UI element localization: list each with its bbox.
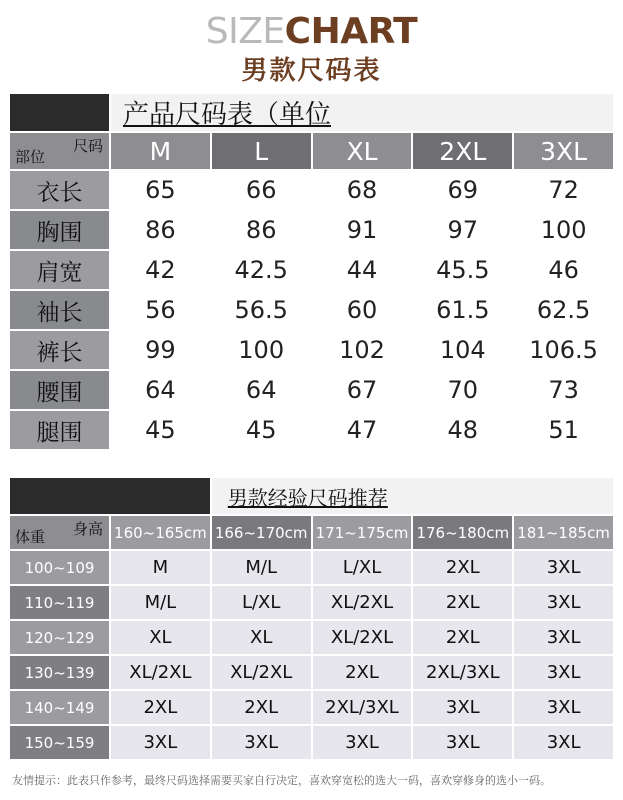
- row-label: 裤长: [10, 331, 109, 369]
- table-cell: 2XL: [413, 586, 512, 619]
- table-cell: 70: [413, 371, 512, 409]
- table-row: [10, 586, 613, 619]
- table-cell: 3XL: [514, 656, 613, 689]
- table-row: [10, 656, 613, 689]
- table-cell: 72: [514, 171, 613, 209]
- height-header: 166~170cm: [212, 516, 311, 549]
- row-label: 腿围: [10, 411, 109, 449]
- size-chart-logo: [0, 12, 623, 52]
- table-cell: 69: [413, 171, 512, 209]
- row-label: 110~119: [10, 586, 109, 619]
- table-corner: [10, 516, 109, 549]
- table-row: [10, 251, 613, 289]
- table-cell: 61.5: [413, 291, 512, 329]
- table-cell: 44: [313, 251, 412, 289]
- table-cell: 56: [111, 291, 210, 329]
- table-cell: 99: [111, 331, 210, 369]
- table-cell: 2XL: [111, 691, 210, 724]
- table-cell: XL/2XL: [111, 656, 210, 689]
- size-header: 2XL: [413, 133, 512, 169]
- table-cell: 51: [514, 411, 613, 449]
- corner-height-label: 身高: [72, 520, 103, 538]
- recommend-table-title: 男款经验尺码推荐: [212, 478, 613, 514]
- logo-bold-text: CHART: [284, 11, 418, 52]
- table-cell: 42.5: [212, 251, 311, 289]
- table-row: [10, 371, 613, 409]
- row-label: 衣长: [10, 171, 109, 209]
- row-label: 130~139: [10, 656, 109, 689]
- row-label: 胸围: [10, 211, 109, 249]
- height-header: 160~165cm: [111, 516, 210, 549]
- table-cell: 2XL: [413, 551, 512, 584]
- table-cell: XL: [111, 621, 210, 654]
- table-row: [10, 291, 613, 329]
- table-row: [10, 411, 613, 449]
- table-cell: 2XL: [413, 621, 512, 654]
- height-header: 181~185cm: [514, 516, 613, 549]
- table-cell: 86: [212, 211, 311, 249]
- table-cell: 102: [313, 331, 412, 369]
- table-cell: XL/2XL: [313, 621, 412, 654]
- size-header: M: [111, 133, 210, 169]
- banner-spacer: [10, 478, 210, 514]
- table-cell: 42: [111, 251, 210, 289]
- table-cell: 91: [313, 211, 412, 249]
- table-cell: 3XL: [514, 586, 613, 619]
- table-cell: 100: [212, 331, 311, 369]
- table-cell: 106.5: [514, 331, 613, 369]
- table-row: [10, 211, 613, 249]
- table-cell: 62.5: [514, 291, 613, 329]
- table-cell: XL: [212, 621, 311, 654]
- table-cell: 56.5: [212, 291, 311, 329]
- table-cell: 3XL: [413, 726, 512, 759]
- table-cell: 3XL: [212, 726, 311, 759]
- page-subtitle: 男款尺码表: [241, 56, 382, 86]
- table-cell: 60: [313, 291, 412, 329]
- table-row: [10, 171, 613, 209]
- product-table-title: 产品尺码表（单位: [111, 94, 613, 131]
- size-header: 3XL: [514, 133, 613, 169]
- corner-size-label: 尺码: [72, 137, 103, 155]
- table-cell: 64: [212, 371, 311, 409]
- table-cell: M/L: [111, 586, 210, 619]
- table-cell: 45: [111, 411, 210, 449]
- table-cell: 104: [413, 331, 512, 369]
- table-cell: XL/2XL: [212, 656, 311, 689]
- logo-light-text: SIZE: [205, 11, 285, 52]
- row-label: 150~159: [10, 726, 109, 759]
- table-cell: 48: [413, 411, 512, 449]
- table-cell: 3XL: [111, 726, 210, 759]
- table-row: [10, 691, 613, 724]
- table-cell: 64: [111, 371, 210, 409]
- table-cell: L/XL: [313, 551, 412, 584]
- corner-weight-label: 体重: [15, 528, 46, 546]
- table-cell: M/L: [212, 551, 311, 584]
- row-label: 140~149: [10, 691, 109, 724]
- table-cell: 73: [514, 371, 613, 409]
- table-cell: 45: [212, 411, 311, 449]
- table-cell: L/XL: [212, 586, 311, 619]
- corner-part-label: 部位: [15, 148, 46, 166]
- table-cell: 66: [212, 171, 311, 209]
- table-cell: 86: [111, 211, 210, 249]
- row-label: 肩宽: [10, 251, 109, 289]
- table-row: [10, 551, 613, 584]
- table-corner: [10, 133, 109, 169]
- row-label: 袖长: [10, 291, 109, 329]
- product-size-table: [8, 92, 615, 451]
- table-cell: 2XL/3XL: [413, 656, 512, 689]
- table-cell: 65: [111, 171, 210, 209]
- table-cell: 67: [313, 371, 412, 409]
- table-row: [10, 621, 613, 654]
- height-header: 176~180cm: [413, 516, 512, 549]
- product-table-banner: [10, 94, 613, 131]
- table-cell: 46: [514, 251, 613, 289]
- table-cell: 3XL: [514, 621, 613, 654]
- row-label: 120~129: [10, 621, 109, 654]
- table-cell: 47: [313, 411, 412, 449]
- height-header-row: [10, 516, 613, 549]
- recommend-size-table: [8, 476, 615, 761]
- table-row: [10, 726, 613, 759]
- size-header: XL: [313, 133, 412, 169]
- table-cell: 3XL: [313, 726, 412, 759]
- table-row: [10, 331, 613, 369]
- table-cell: 2XL/3XL: [313, 691, 412, 724]
- table-cell: 2XL: [313, 656, 412, 689]
- table-cell: M: [111, 551, 210, 584]
- table-cell: 3XL: [514, 691, 613, 724]
- size-header: L: [212, 133, 311, 169]
- table-cell: 2XL: [212, 691, 311, 724]
- table-cell: XL/2XL: [313, 586, 412, 619]
- table-cell: 68: [313, 171, 412, 209]
- row-label: 腰围: [10, 371, 109, 409]
- table-cell: 3XL: [514, 726, 613, 759]
- recommend-table-banner: [10, 478, 613, 514]
- row-label: 100~109: [10, 551, 109, 584]
- table-cell: 100: [514, 211, 613, 249]
- size-header-row: [10, 133, 613, 169]
- header: [0, 0, 623, 92]
- table-cell: 3XL: [413, 691, 512, 724]
- table-cell: 45.5: [413, 251, 512, 289]
- footnote: 友情提示：此表只作参考，最终尺码选择需要买家自行决定，喜欢穿宽松的选大一码，喜欢穿修身的选小一码。: [12, 774, 551, 787]
- table-cell: 97: [413, 211, 512, 249]
- table-cell: 3XL: [514, 551, 613, 584]
- banner-spacer: [10, 94, 109, 131]
- height-header: 171~175cm: [313, 516, 412, 549]
